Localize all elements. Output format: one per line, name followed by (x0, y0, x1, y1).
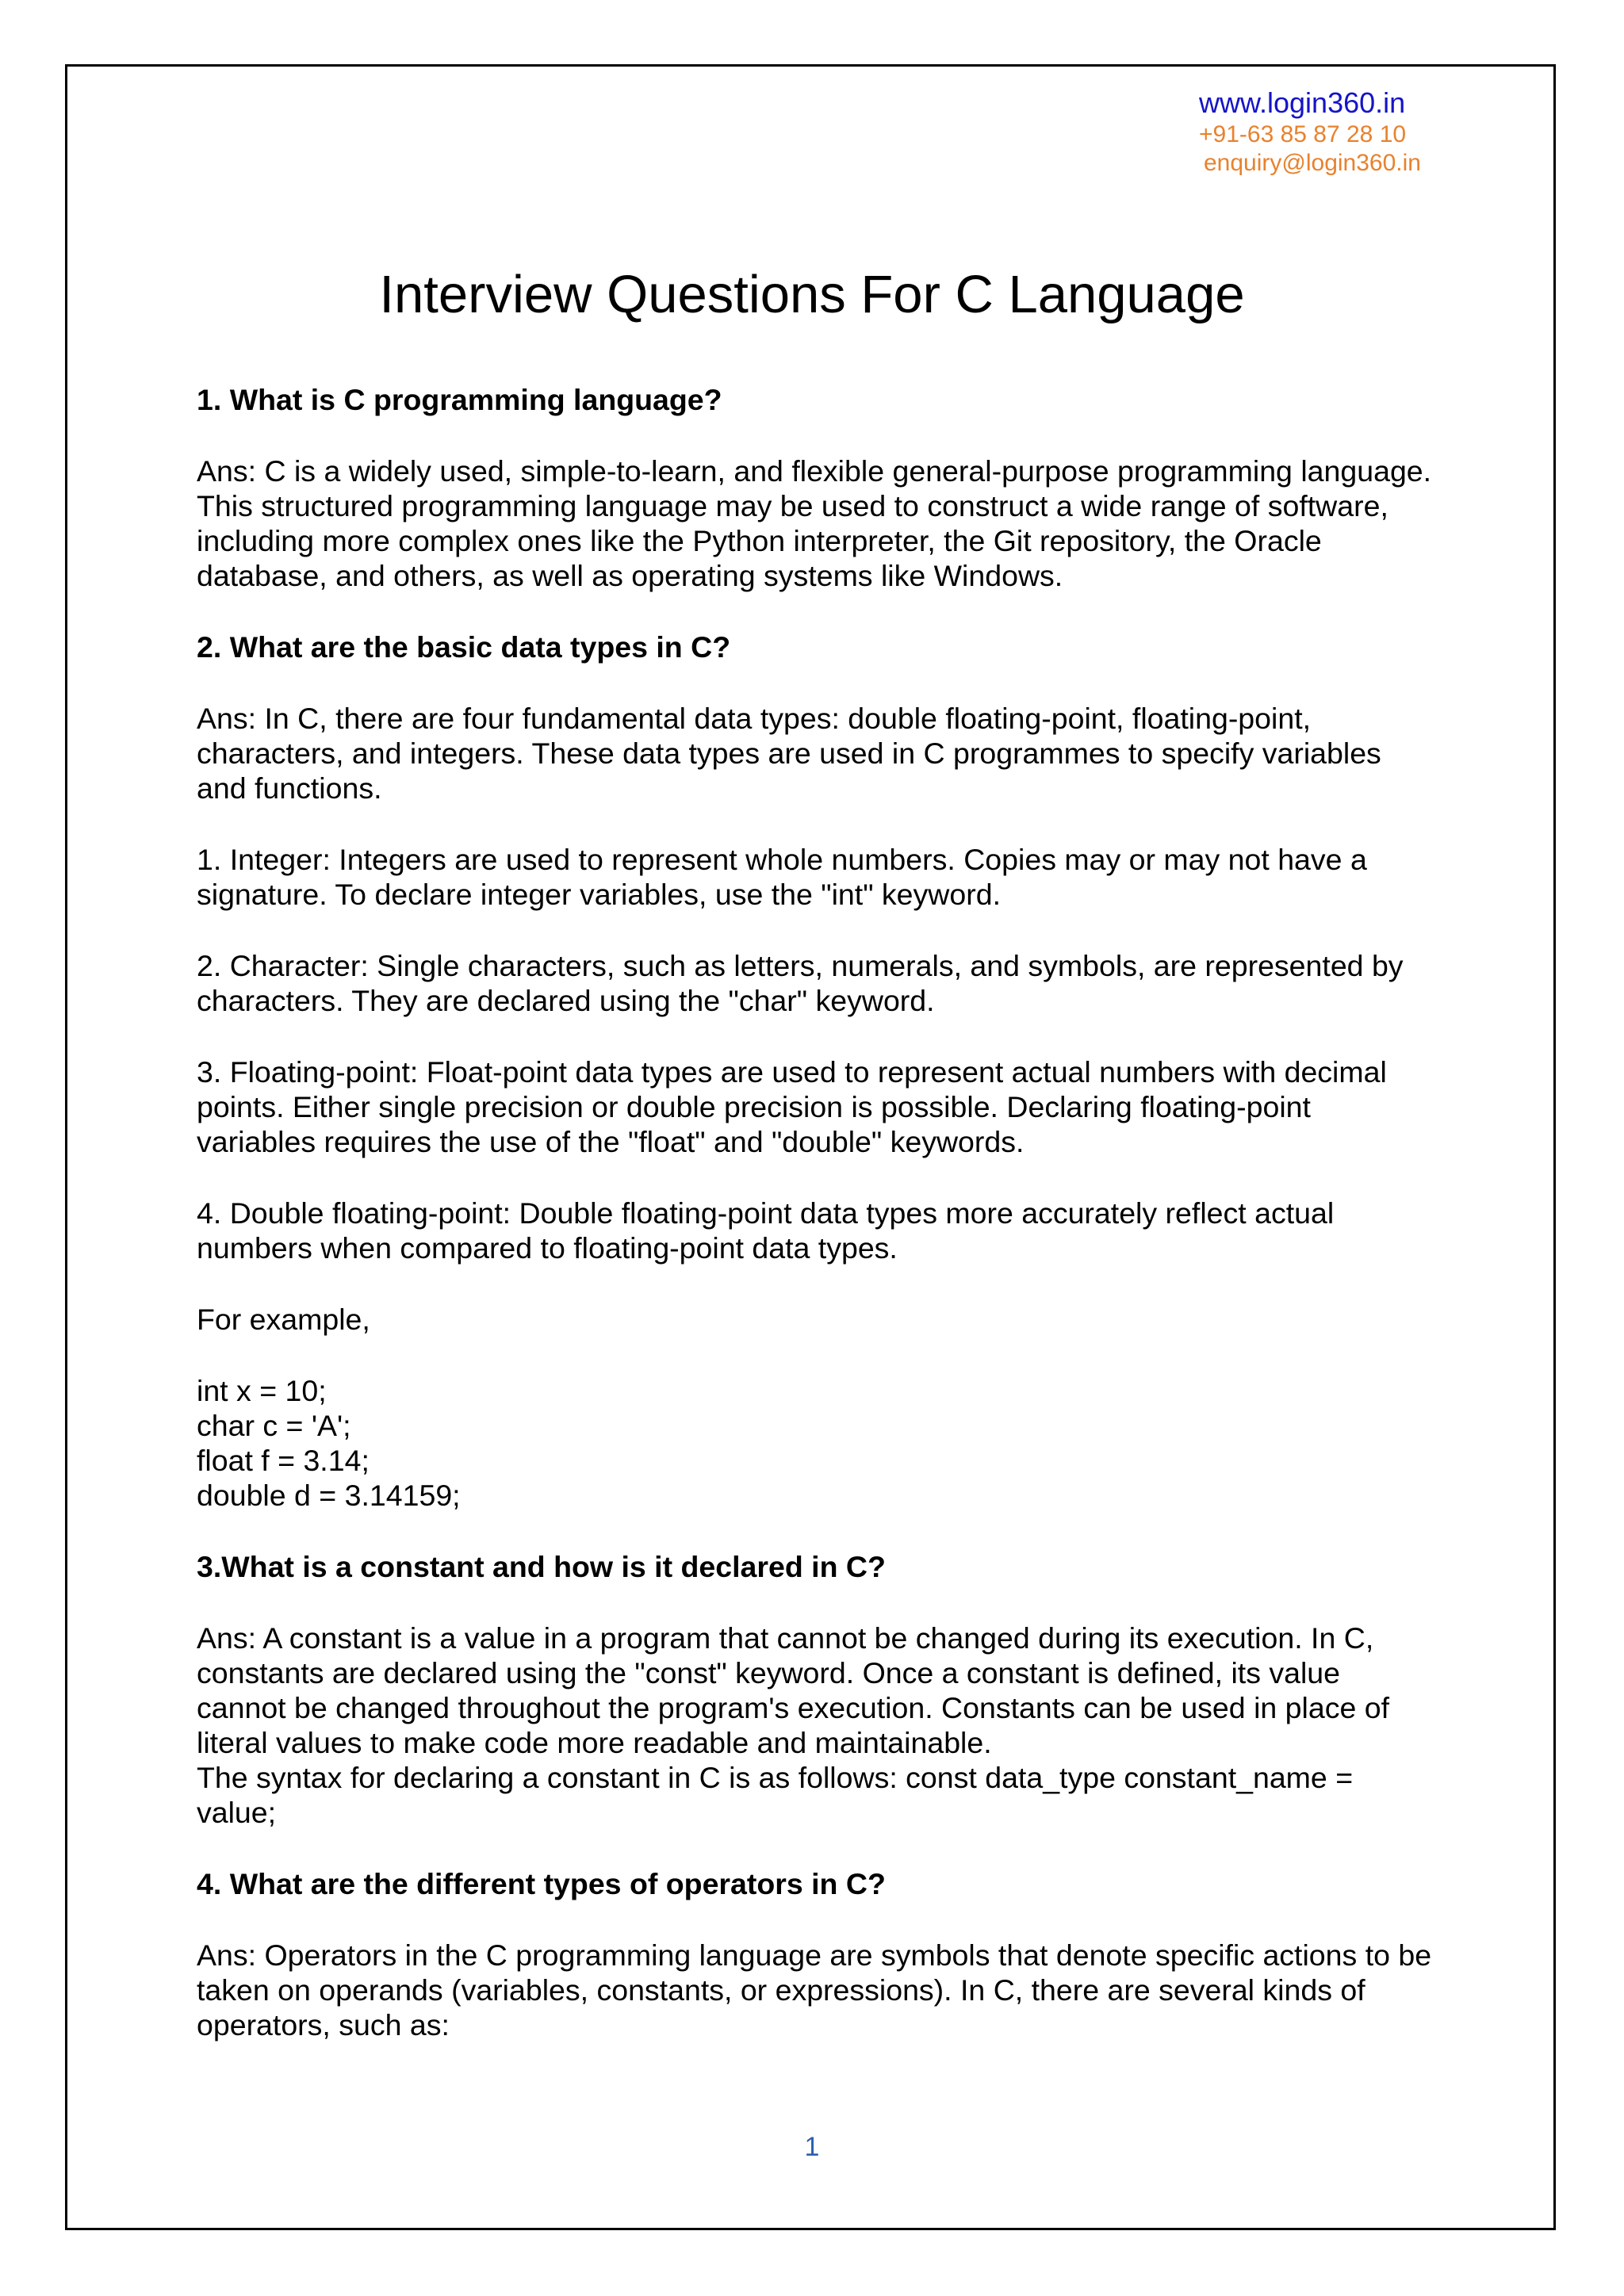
document-title: Interview Questions For C Language (379, 265, 1245, 324)
example-intro: For example, (197, 1303, 370, 1336)
answer-3: Ans: A constant is a value in a program that cannot be changed during its execution. In C, constants are declared using the "const" keyword. Once a constant is defined, its value cannot be changed throughout the program's execution. Constants can be used in place of literal values to make code more readable and maintainable. (197, 1621, 1390, 1759)
question-1: 1. What is C programming language? (197, 383, 722, 416)
email-address[interactable]: enquiry@login360.in (1204, 150, 1421, 176)
constant-syntax: The syntax for declaring a constant in C is as follows: const data_type constant_name = value; (197, 1761, 1354, 1829)
code-example (197, 1373, 1434, 1513)
code-line: char c = 'A'; (197, 1409, 351, 1442)
answer-3-block (197, 1621, 1434, 1830)
data-type-item-floating-point: 3. Floating-point: Float-point data types are used to represent actual numbers with decimal points. Either single precision or double precision is possible. Declaring floating-point variables requires the use of the "float" and "double" keywords. (197, 1055, 1387, 1158)
data-type-item-character: 2. Character: Single characters, such as letters, numerals, and symbols, are represented by characters. They are declared using the "char" keyword. (197, 949, 1404, 1017)
code-line: int x = 10; (197, 1374, 327, 1407)
website-link[interactable]: www.login360.in (1199, 86, 1406, 119)
code-line: double d = 3.14159; (197, 1479, 461, 1512)
page-number: 1 (804, 2132, 820, 2162)
data-type-item-double: 4. Double floating-point: Double floating-point data types more accurately reflect actual numbers when compared to floating-point data types. (197, 1196, 1335, 1265)
question-2: 2. What are the basic data types in C? (197, 630, 731, 664)
data-type-item-integer: 1. Integer: Integers are used to represent whole numbers. Copies may or may not have a signature. To declare integer variables, use the "int" keyword. (197, 843, 1367, 911)
contact-block (1199, 86, 1421, 178)
phone-number: +91-63 85 87 28 10 (1199, 121, 1407, 147)
answer-2: Ans: In C, there are four fundamental data types: double floating-point, floating-point, characters, and integers. These data types are used in C programmes to specify variables and functions. (197, 702, 1381, 805)
answer-4: Ans: Operators in the C programming language are symbols that denote specific actions to be taken on operands (variables, constants, or expressions). In C, there are several kinds of operators, such as: (197, 1938, 1432, 2042)
question-3: 3.What is a constant and how is it declared in C? (197, 1550, 886, 1583)
question-4: 4. What are the different types of operators in C? (197, 1867, 886, 1900)
answer-1: Ans: C is a widely used, simple-to-learn, and flexible general-purpose programming language. This structured programming language may be used to construct a wide range of software, including more complex ones like the Python interpreter, the Git repository, the Oracle database, and others, as well as operating systems like Windows. (197, 454, 1432, 592)
code-line: float f = 3.14; (197, 1444, 370, 1477)
document-body (197, 382, 1434, 2042)
